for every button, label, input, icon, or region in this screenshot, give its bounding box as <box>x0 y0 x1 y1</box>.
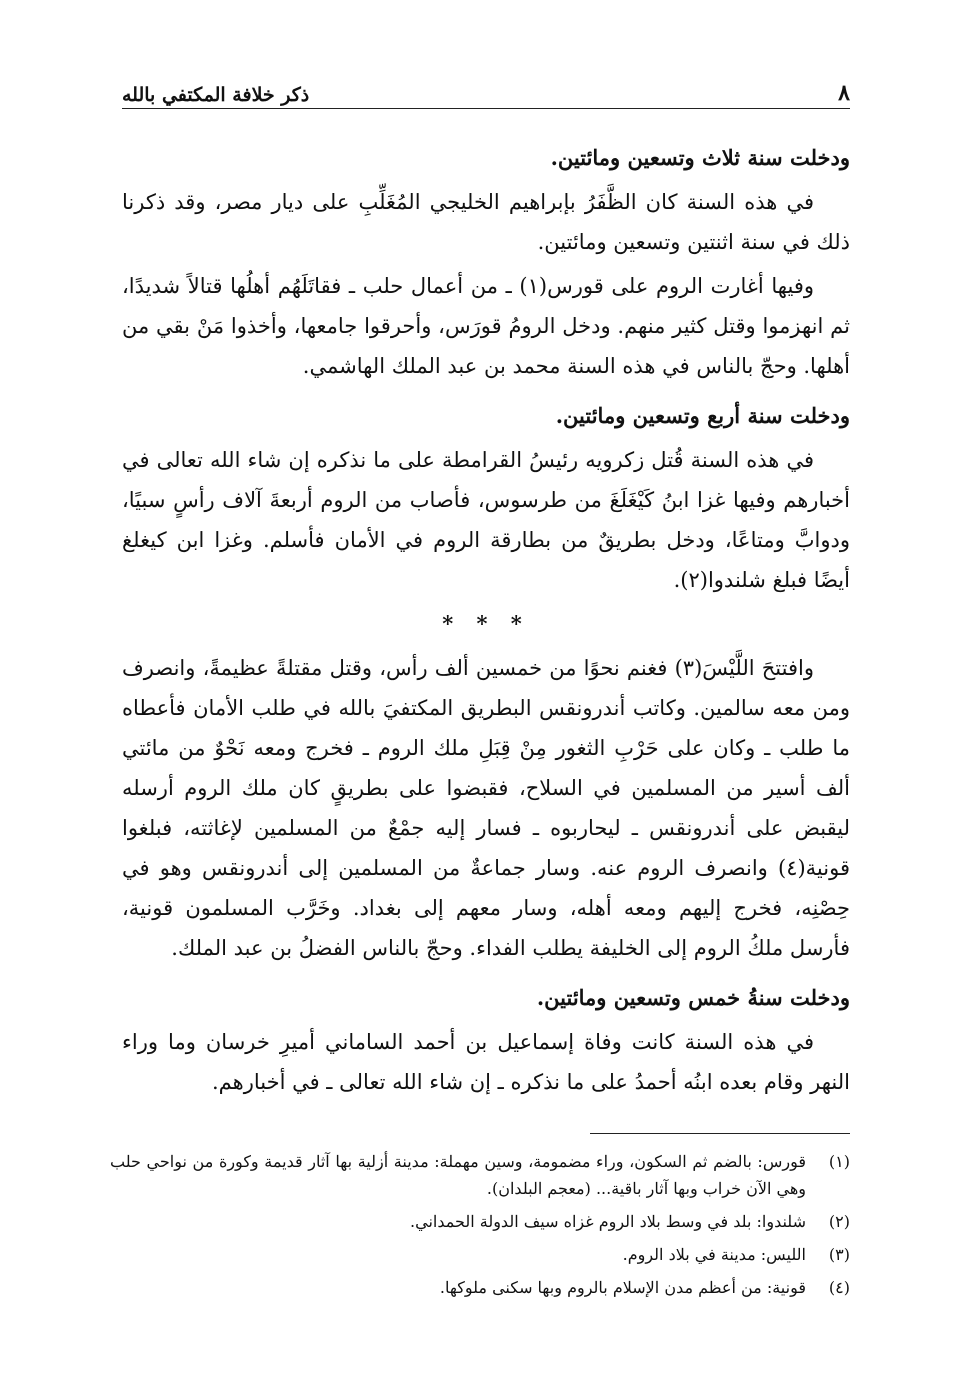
footnote-text: شلندوا: بلد في وسط بلاد الروم غزاه سيف الدولة الحمداني. <box>410 1212 806 1231</box>
footnote-number: (٢) <box>828 1212 850 1231</box>
footnote-number: (٤) <box>828 1278 850 1297</box>
footnote-text: الليس: مدينة في بلاد الروم. <box>622 1245 806 1264</box>
paragraph: في هذه السنة كانت وفاة إسماعيل بن أحمد الساماني أميرِ خرسان وما وراء النهر وقام بعده ابنُه أحمدُ على ما نذكره ـ إن شاء الله تعالى ـ في أخبارهم. <box>122 1030 850 1094</box>
section-heading: ودخلت سنةُ خمس وتسعين ومائتين. <box>536 985 850 1010</box>
section-heading: ودخلت سنة أربع وتسعين ومائتين. <box>555 403 850 428</box>
footnote-text: قورس: بالضم ثم السكون، وراء مضمومة، وسين مهملة: مدينة أزلية بها آثار قديمة وكورة من نواحي حلب وهي الآن خراب وبها آثار باقية... (معجم البلدان). <box>110 1152 806 1198</box>
paragraph: في هذه السنة كان الظَّفَرُ بإبراهيم الخليجي المُغَلِّبِ على ديار مصر، وقد ذكرنا ذلك في سنة اثنتين وتسعين ومائتين. <box>122 190 850 254</box>
section-heading: ودخلت سنة ثلاث وتسعين ومائتين. <box>550 145 850 170</box>
footnotes <box>110 1148 850 1307</box>
running-head: ذكر خلافة المكتفي بالله <box>122 84 310 106</box>
footnote-number: (٣) <box>828 1245 850 1264</box>
page-number: ٨ <box>838 80 850 106</box>
footnote <box>110 1241 850 1268</box>
page-header <box>122 66 850 106</box>
footnote-text: قونية: من أعظم مدن الإسلام بالروم وبها سكنى ملوكها. <box>439 1278 806 1297</box>
footnote <box>110 1208 850 1235</box>
footnote <box>110 1274 850 1301</box>
footnote-divider <box>590 1133 850 1134</box>
paragraph: وفيها أغارت الروم على قورس(١) ـ من أعمال حلب ـ فقاتَلَهُم أهلُها قتالاً شديدًا، ثم انهزموا وقتل كثير منهم. ودخل الرومُ قورَس، وأحرقوا جامعها، وأخذوا مَنْ بقي من أهلها. وحجّ بالناس في هذه السنة محمد بن عبد الملك الهاشمي. <box>122 274 850 378</box>
footnote <box>110 1148 850 1202</box>
main-text <box>122 128 850 1106</box>
section-separator: * * * <box>442 611 530 636</box>
footnote-number: (١) <box>828 1152 850 1171</box>
paragraph: وافتتحَ اللَّيْسَ(٣) فغنم نحوًا من خمسين ألف رأس، وقتل مقتلةً عظيمةً، وانصرف ومن معه سالمين. وكاتب أندرونقس البطريق المكتفيَ بالله في طلب الأمان فأعطاه ما طلب ـ وكان على حَرْبِ الثغور مِنْ قِبَلِ ملك الروم ـ فخرج ومعه نَحْوٌ من مائتي ألف أسير من المسلمين في السلاح، فقبضوا على بطريقٍ كان ملك الروم أرسله ليقبض على أندرونقس ـ ليحاربوه ـ فسار إليه جمْعٌ من المسلمين لإغاثته، فبلغوا قونية(٤) وانصرف الروم عنه. وسار جماعةٌ من المسلمين إلى أندرونقس وهو في حِصْنِه، فخرج إليهم ومعه أهله، وسار معهم إلى بغداد. وخَرَّب المسلمون قونية، فأرسل ملكُ الروم إلى الخليفة يطلب الفداء. وحجّ بالناس الفضلُ بن عبد الملك. <box>122 656 850 960</box>
header-divider <box>122 108 850 109</box>
paragraph: في هذه السنة قُتل زكرويه رئيسُ القرامطة على ما نذكره إن شاء الله تعالى في أخبارهم وفيها غزا ابنُ كَيْغَلَغَ من طرسوس، فأصاب من الروم أربعةَ آلاف رأسٍ سبيًا، ودوابَّ ومتاعًا، ودخل بطريقٌ من بطارقة الروم في الأمان فأسلم. وغزا ابن كيغلغ أيضًا فبلغ شلندوا(٢). <box>122 448 850 592</box>
